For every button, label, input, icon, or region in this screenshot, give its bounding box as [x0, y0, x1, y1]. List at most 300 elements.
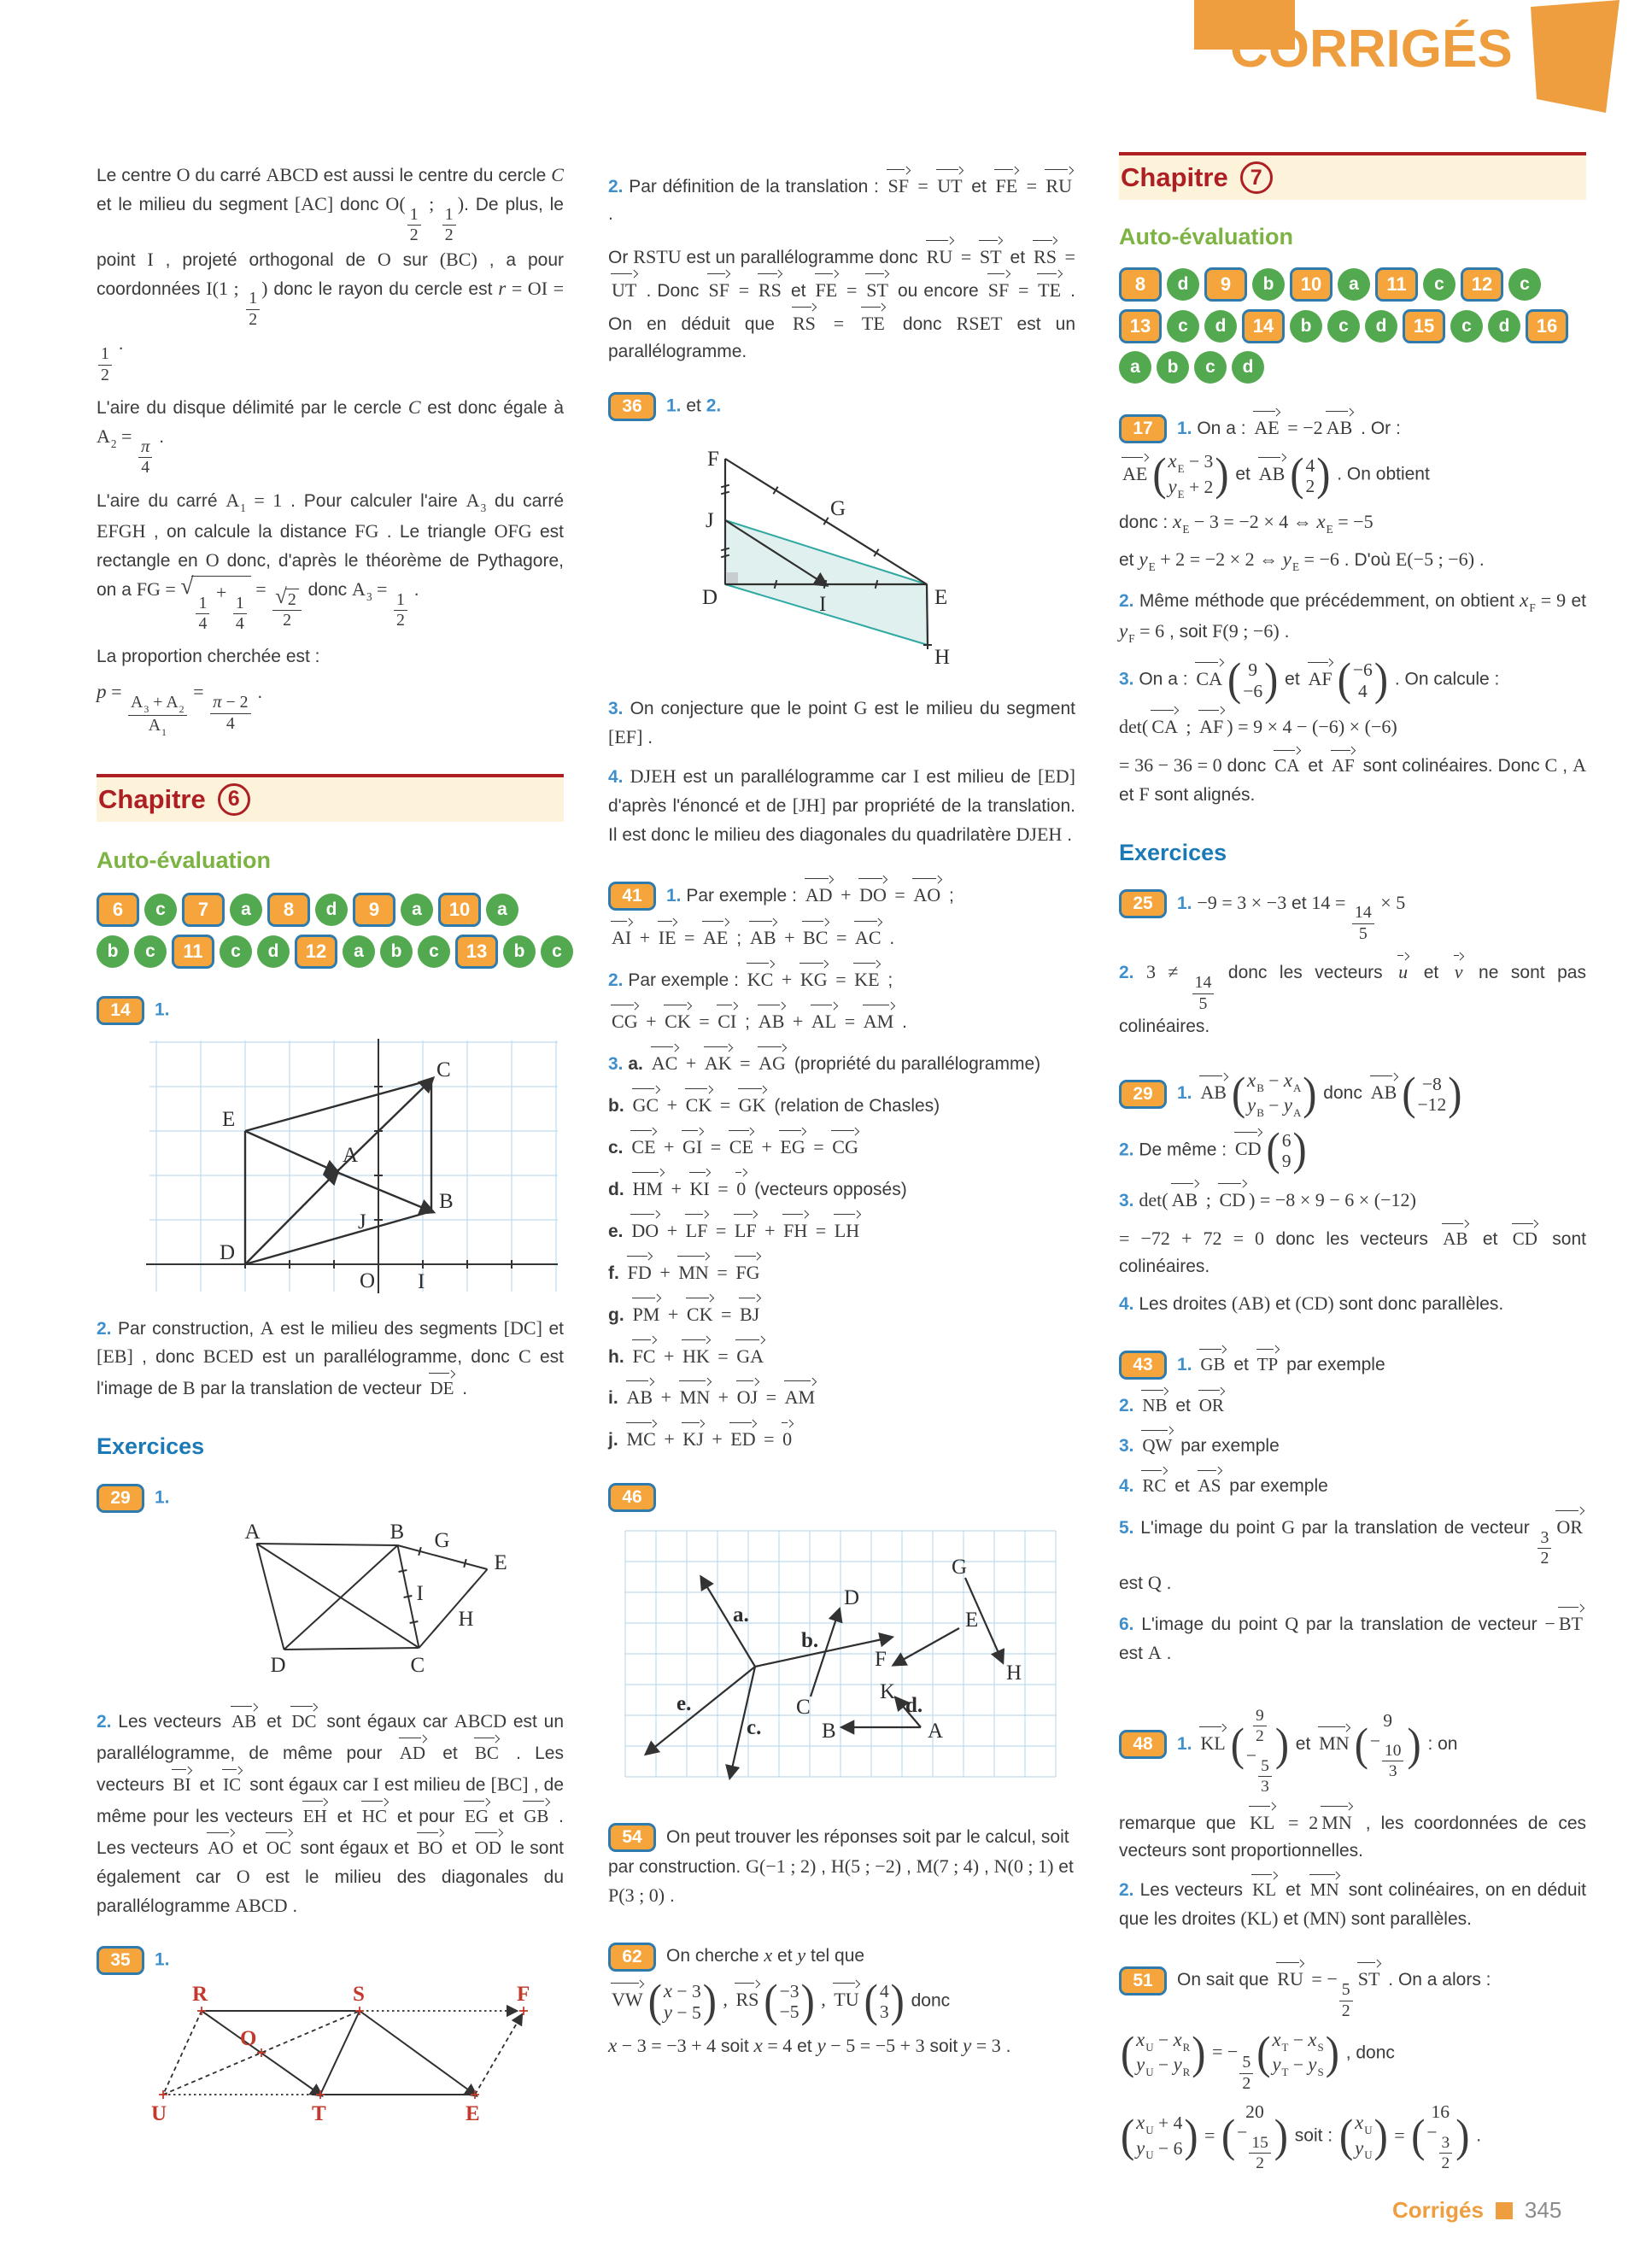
autoeval-answers — [97, 893, 564, 969]
vector: IE — [656, 919, 679, 952]
question-number-badge: 12 — [1461, 267, 1503, 302]
exercise-text: 1. KL ( $\frac{9}{2}$ − $\frac{5}{3}$ ) et MN ( 9 − $\frac{10}{3}$ ) : on — [1177, 1706, 1458, 1796]
figure-exercise-35 — [97, 1985, 562, 2135]
vector: DO — [857, 876, 889, 910]
answer-letter-badge: b — [380, 935, 413, 968]
vector: CI — [715, 1003, 739, 1036]
answer-letter-badge: d — [257, 935, 290, 968]
answer-letter-badge: d — [1167, 268, 1199, 301]
question-number-badge: 15 — [1403, 309, 1445, 343]
paragraph: j. MC + KJ + ED = 0 — [608, 1421, 1075, 1454]
vector: LF — [732, 1212, 759, 1245]
dashed-lines — [163, 2011, 521, 2095]
point-label: D — [270, 1654, 286, 1678]
vector: LH — [832, 1212, 862, 1245]
vector: AB — [229, 1704, 259, 1736]
point-label: A — [343, 1143, 359, 1167]
page-footer — [1392, 2197, 1561, 2224]
vector: MC — [624, 1421, 659, 1454]
vector: AB — [1440, 1222, 1470, 1253]
exercise — [1119, 888, 1586, 944]
footer-section-label: Corrigés — [1392, 2197, 1484, 2223]
exercise — [608, 392, 1075, 421]
chapter-number-badge: 7 — [1240, 161, 1273, 194]
vector: GA — [734, 1338, 766, 1371]
vector: GI — [680, 1128, 705, 1162]
column-right — [1119, 152, 1586, 2172]
vector: RU — [924, 238, 956, 272]
vector: CA — [1149, 708, 1180, 741]
vector: AG — [756, 1045, 788, 1078]
answer-letter-badge: c — [220, 935, 252, 968]
vector: TE — [1035, 272, 1063, 305]
paragraph: 2. De même : CD ( 6 9 ) — [1119, 1124, 1307, 1175]
autoeval-answer-row — [1119, 267, 1586, 302]
figure-point-labels — [151, 1985, 530, 2125]
figure-lines — [257, 1544, 488, 1650]
point-label: B — [439, 1189, 454, 1213]
paragraph: 4. Les droites (AB) et (CD) sont donc parallèles. — [1119, 1292, 1504, 1314]
autoeval-answer-row — [97, 935, 564, 969]
vector: AB — [756, 1003, 788, 1036]
point-label: A — [244, 1521, 261, 1544]
point-label: D — [702, 586, 718, 610]
vector: FD — [625, 1254, 654, 1287]
vector: OJ — [735, 1379, 761, 1412]
exercise-number-badge: 25 — [1119, 889, 1167, 918]
question-number-badge: 11 — [1375, 267, 1418, 302]
answer-letter-badge: b — [1290, 310, 1322, 343]
point-label: G — [434, 1529, 450, 1553]
exercise-number-badge: 51 — [1119, 1966, 1167, 1995]
vector: AB — [1368, 1074, 1400, 1107]
answer-letter-badge: d — [315, 894, 348, 926]
question-number-badge: 9 — [353, 893, 395, 927]
vector: CA — [1272, 748, 1302, 780]
point-label: F — [517, 1984, 530, 2006]
paragraph: f. FD + MN = FG — [608, 1254, 1075, 1287]
section-heading: Auto-évaluation — [97, 847, 272, 873]
paragraph: 2. Les vecteurs AB et DC sont égaux car ABCD est un parallélogramme, de même pour AD et BC . Les vecteurs BI et IC sont égaux car I est milieu de [BC] , de même pour les vecteurs EH et HC et pour EG et GB . Les vecteurs AO et OC sont égaux et BO et OD le sont également car O est le milieu des diagonales du parallélogramme ABCD . — [97, 1704, 564, 1919]
vector: AF — [1197, 708, 1226, 741]
paragraph: Le centre O du carré ABCD est aussi le centre du cercle C et le milieu du segment [AC] donc O( $\frac{1}{2}$ ; $\frac{1}{2}$ ). De plus, le point I , projeté orthogonal de O sur (BC) , a pour coordonnées I(1 ; $\frac{1}{2}$ ) donc le rayon du cercle est r = OI = $\frac{1}{2}$ . — [97, 164, 565, 384]
vector: CD — [1216, 1181, 1248, 1215]
vector: FG — [733, 1254, 762, 1287]
vector: FC — [630, 1338, 659, 1371]
vector-label: e. — [676, 1692, 692, 1716]
vector: FE — [813, 272, 840, 305]
paragraph: VW ( x − 3 y − 5 ) , RS ( −3 −5 ) , TU ( 4 3 ) donc — [608, 1980, 1075, 2024]
figure-exercise-14 — [97, 1034, 562, 1298]
footer-square-icon — [1496, 2202, 1513, 2219]
vector: OC — [264, 1831, 294, 1862]
vector: AD — [397, 1736, 428, 1767]
exercise-number-badge: 29 — [1119, 1080, 1167, 1109]
vector: AF — [1329, 748, 1357, 780]
vector: 0 — [734, 1170, 748, 1204]
figure-point-labels — [676, 1556, 1022, 1743]
exercise — [608, 1483, 1075, 1512]
question-number-badge: 7 — [182, 893, 225, 927]
answer-letter-badge: b — [97, 935, 129, 968]
answer-letter-badge: c — [418, 935, 450, 968]
vector: KJ — [680, 1421, 706, 1454]
paragraph: AI + IE = AE ; AB + BC = AC . — [608, 919, 1075, 952]
vector: AC — [852, 919, 884, 952]
vector: AB — [624, 1379, 656, 1412]
vector: GK — [736, 1087, 769, 1120]
vector: VW — [609, 1981, 646, 2014]
answer-letter-badge: c — [541, 935, 573, 968]
answer-letter-badge: a — [1119, 351, 1151, 384]
exercise-number-badge: 46 — [608, 1483, 656, 1512]
paragraph: 2. Par définition de la translation : SF = UT et FE = RU . — [608, 167, 1075, 228]
vector: TP — [1255, 1347, 1281, 1379]
exercise-number-badge: 43 — [1119, 1351, 1167, 1380]
paragraph: 2. Même méthode que précédemment, on obtient $x_F = 9$ et $y_F = 6$ , soit F(9 ; −6) . — [1119, 589, 1586, 646]
question-number-badge: 8 — [267, 893, 310, 927]
vector: UT — [609, 272, 639, 305]
autoeval-answer-row — [1119, 309, 1586, 343]
paragraph: 2. Par exemple : KC + KG = KE ; — [608, 961, 1075, 994]
vector: 0 — [780, 1421, 794, 1454]
answer-letter-badge: d — [1365, 310, 1397, 343]
footer-page-number: 345 — [1524, 2197, 1562, 2223]
exercise-text: On cherche x et y tel que — [666, 1944, 865, 1966]
vector: AS — [1196, 1468, 1224, 1500]
paragraph: 2. Par construction, A est le milieu des segments [DC] et [EB] , donc BCED est un parallélogramme, donc C est l'image de B par la translation de vecteur DE . — [97, 1314, 564, 1404]
paragraph: donc : $x_E - 3 = -2 \times 4$ ⇔ $x_E = -5$ — [1119, 511, 1374, 536]
paragraph: 2. Les vecteurs KL et MN sont colinéaires, on en déduit que les droites (KL) et (MN) sont parallèles. — [1119, 1872, 1586, 1933]
vector: BO — [415, 1831, 445, 1862]
question-number-badge: 13 — [455, 935, 498, 969]
paragraph: 4. DJEH est un parallélogramme car I est milieu de [ED] d'après l'énoncé et de [JH] par propriété de la translation. Il est donc le milieu des diagonales du quadrilatère DJEH . — [608, 765, 1076, 846]
answer-letter-badge: c — [144, 894, 177, 926]
vector: OD — [473, 1831, 504, 1862]
autoeval-answer-row — [97, 893, 564, 927]
answer-letter-badge: b — [503, 935, 536, 968]
point-label: G — [952, 1556, 968, 1579]
exercise-text: 1. Par exemple : AD + DO = AO ; — [666, 886, 954, 905]
section-heading: Exercices — [1119, 839, 1227, 865]
grid — [625, 1531, 1056, 1777]
diagonal-vectors — [245, 1080, 431, 1264]
paragraph: L'aire du carré $A_1 = 1$ . Pour calculer l'aire $A_3$ du carré EFGH , on calcule la distance FG . Le triangle OFG est rectangle en O donc, d'après le théorème de Pythagore, on a FG = √ $\frac{1}{4}$ + $\frac{1}{4}$ = √ 2 2 donc $A_3$ = $\frac{1}{2}$ . — [97, 489, 564, 633]
vector: CK — [683, 1087, 715, 1120]
exercise — [1119, 1695, 1586, 1795]
question-number-badge: 11 — [172, 935, 214, 969]
point-label: B — [390, 1521, 405, 1544]
point-label: F — [707, 448, 719, 472]
exercise — [608, 1823, 1075, 1910]
answer-letter-badge: b — [1252, 268, 1285, 301]
exercise-text: 1. — [155, 1487, 170, 1508]
paragraph: CG + CK = CI ; AB + AL = AM . — [608, 1003, 1075, 1036]
vector: TE — [859, 305, 887, 338]
point-label: G — [830, 497, 846, 521]
answer-letter-badge: c — [1327, 310, 1360, 343]
point-label: B — [822, 1720, 836, 1743]
chapter-label: Chapitre — [98, 783, 206, 814]
vector: GC — [630, 1087, 662, 1120]
vector: AB — [747, 919, 779, 952]
paragraph: L'aire du disque délimité par le cercle C est donc égale à $A_2$ = $\frac{\pi}{4}$ . — [97, 396, 564, 478]
exercise-number-badge: 29 — [97, 1484, 144, 1513]
exercise-text: 1. On a : AE = −2 AB . Or : — [1177, 419, 1401, 438]
paragraph: 3. On a : CA ( 9 −6 ) et AF ( −6 4 ) . On calcule : — [1119, 653, 1500, 706]
paragraph: ( $x_U + 4$ $y_U - 6$ ) = ( 20 − $\frac{15}{2}$ ) soit : ( $x_U$ $y_U$ ) = ( 16 − $\frac{3}{2}$ ) . — [1121, 2101, 1482, 2173]
exercise — [1119, 1070, 1586, 1120]
point-label: A — [928, 1720, 944, 1743]
paragraph: 5. L'image du point G par la translation de vecteur $\frac{3}{2}$ OR est Q . — [1119, 1509, 1586, 1597]
question-number-badge: 8 — [1119, 267, 1162, 302]
point-label: E — [466, 2101, 480, 2125]
point-label: J — [706, 509, 714, 533]
point-label: U — [151, 2101, 167, 2125]
vector: SF — [706, 272, 732, 305]
point-label: H — [458, 1608, 474, 1632]
chapter-label: Chapitre — [1121, 162, 1228, 192]
vector: AE — [1251, 409, 1281, 442]
chapter-number-badge: 6 — [218, 783, 250, 816]
autoeval-answers — [1119, 267, 1586, 384]
answer-letter-badge: d — [1488, 310, 1520, 343]
page-header-title: CORRIGÉS — [1230, 20, 1513, 79]
section-heading: Exercices — [97, 1433, 205, 1460]
point-label: T — [312, 2101, 326, 2125]
vector: AE — [1120, 455, 1150, 489]
point-label: C — [410, 1654, 425, 1678]
autoeval-answer-row — [1119, 351, 1586, 384]
answer-letter-badge: c — [1450, 310, 1483, 343]
vector: AO — [911, 876, 943, 910]
vector: AB — [1169, 1181, 1201, 1215]
exercise-text: 1. — [155, 1949, 170, 1970]
vector: CE — [727, 1128, 756, 1162]
header-accent-shape — [1522, 0, 1629, 120]
vector: NB — [1139, 1388, 1169, 1420]
vector: CE — [629, 1128, 658, 1162]
point-label: I — [416, 1582, 424, 1606]
vector: CK — [684, 1296, 716, 1329]
vector: CD — [1510, 1222, 1540, 1253]
exercise — [97, 996, 564, 1025]
vector: GB — [521, 1799, 551, 1831]
point-label: S — [353, 1984, 365, 2006]
vector: MN — [676, 1254, 712, 1287]
answer-letter-badge: a — [343, 935, 375, 968]
vector: RU — [1274, 1960, 1306, 1994]
section-heading: Auto-évaluation — [1119, 224, 1294, 249]
paragraph: 3. det( AB ; CD ) = −8 × 9 − 6 × (−12) — [1119, 1181, 1586, 1215]
paragraph: h. FC + HK = GA — [608, 1338, 1075, 1371]
exercise-text: 1. GB et TP par exemple — [1177, 1355, 1385, 1374]
paragraph: g. PM + CK = BJ — [608, 1296, 1075, 1329]
paragraph: e. DO + LF = LF + FH = LH — [608, 1212, 1075, 1245]
point-label: J — [358, 1210, 366, 1234]
column-left — [97, 161, 564, 2135]
vector: EH — [301, 1799, 330, 1831]
answer-letter-badge: c — [134, 935, 167, 968]
exercise — [97, 1484, 564, 1513]
point-label: I — [418, 1269, 425, 1293]
point-label: O — [360, 1269, 376, 1292]
vector: SF — [986, 272, 1012, 305]
vector-label: b. — [801, 1629, 819, 1653]
vector: AB — [1256, 455, 1288, 489]
exercise-number-badge: 36 — [608, 392, 656, 421]
vector: AB — [1324, 409, 1356, 442]
vector: BC — [472, 1736, 501, 1767]
question-number-badge: 9 — [1204, 267, 1247, 302]
paragraph: = 36 − 36 = 0 donc CA et AF sont colinéaires. Donc C , A et F sont alignés. — [1119, 748, 1586, 809]
vector: CK — [662, 1003, 694, 1036]
exercise-number-badge: 62 — [608, 1943, 656, 1972]
exercise-number-badge: 14 — [97, 996, 144, 1025]
exercise-text: On peut trouver les réponses soit par le calcul, soit par construction. G(−1 ; 2) , H(5 ; −2) , M(7 ; 4) , N(0 ; 1) et P(3 ; 0) . — [608, 1826, 1074, 1907]
question-number-badge: 13 — [1119, 309, 1162, 343]
exercise — [1119, 1347, 1586, 1380]
vector: AF — [1306, 660, 1335, 694]
exercise-text: On sait que RU = − $\frac{5}{2}$ ST . On a alors : — [1177, 1970, 1491, 1990]
question-number-badge: 16 — [1526, 309, 1568, 343]
vector: FH — [781, 1212, 810, 1245]
vector: QW — [1139, 1428, 1174, 1460]
vector: GB — [1198, 1347, 1227, 1379]
paragraph: 2. 3 ≠ $\frac{14}{5}$ donc les vecteurs u et v ne sont pas colinéaires. — [1119, 953, 1586, 1040]
point-label: O — [240, 2026, 257, 2050]
vector: AD — [803, 876, 835, 910]
vector: AL — [809, 1003, 839, 1036]
exercise-text: 1. et 2. — [666, 396, 722, 417]
paragraph: x − 3 = −3 + 4 soit x = 4 et y − 5 = −5 + 3 soit y = 3 . — [608, 2035, 1011, 2058]
vector: MN — [677, 1379, 713, 1412]
vector: HC — [360, 1799, 390, 1831]
vector: AM — [782, 1379, 818, 1412]
vector-label: d. — [905, 1694, 923, 1718]
paragraph: 3. QW par exemple — [1119, 1428, 1586, 1460]
vector: KL — [1198, 1725, 1227, 1758]
vector: MN — [1316, 1725, 1352, 1758]
paragraph: 4. RC et AS par exemple — [1119, 1468, 1586, 1500]
chapter-heading — [97, 774, 564, 822]
exercise — [608, 876, 1075, 911]
paragraph: ( $x_U - x_R$ $y_U - y_R$ ) = − $\frac{5}{2}$ ( $x_T - x_S$ $y_T - y_S$ ) , donc — [1121, 2027, 1395, 2093]
point-label: E — [934, 586, 948, 610]
vector: KE — [852, 961, 882, 994]
vector: KG — [798, 961, 830, 994]
vector: TU — [831, 1981, 861, 2014]
vector: RS — [790, 305, 818, 338]
vector: ED — [728, 1421, 758, 1454]
vector: LF — [683, 1212, 711, 1245]
vector: KC — [745, 961, 776, 994]
vector: ST — [977, 238, 1004, 272]
paragraph: b. GC + CK = GK (relation de Chasles) — [608, 1087, 1075, 1120]
vector: MN — [1308, 1872, 1342, 1904]
vector: CG — [609, 1003, 641, 1036]
vector: OR — [1197, 1388, 1227, 1420]
vector: AI — [609, 919, 634, 952]
paragraph: 3. On conjecture que le point G est le milieu du segment [EF] . — [608, 697, 1075, 748]
paragraph: 6. L'image du point Q par la translation de vecteur − BT est A . — [1119, 1605, 1586, 1667]
answer-letter-badge: d — [1204, 310, 1237, 343]
vector: BT — [1556, 1605, 1585, 1638]
vector: AM — [861, 1003, 897, 1036]
vector: AO — [205, 1831, 236, 1862]
vector: HK — [680, 1338, 712, 1371]
exercise-text: 1. −9 = 3 × −3 et 14 = $\frac{14}{5}$ × 5 — [1177, 891, 1406, 943]
solid-lines — [202, 2011, 475, 2095]
answer-letter-badge: a — [401, 894, 433, 926]
vector: OR — [1554, 1509, 1585, 1542]
vector: DO — [629, 1212, 661, 1245]
answer-letter-badge: d — [1232, 351, 1264, 384]
paragraph: det( CA ; AF ) = 9 × 4 − (−6) × (−6) — [1119, 708, 1586, 741]
exercise — [97, 1946, 564, 1975]
vector: ST — [1356, 1960, 1383, 1994]
vector: EG — [462, 1799, 491, 1831]
exercise-number-badge: 54 — [608, 1823, 656, 1852]
vector: BJ — [737, 1296, 762, 1329]
point-label: K — [880, 1680, 896, 1704]
vector: CD — [1233, 1130, 1264, 1163]
vector: RS — [733, 1981, 761, 2014]
vector: IC — [220, 1767, 243, 1799]
paragraph: c. CE + GI = CE + EG = CG — [608, 1128, 1075, 1162]
vector: AK — [702, 1045, 735, 1078]
vector: UT — [934, 167, 964, 201]
answer-letter-badge: b — [1157, 351, 1189, 384]
answer-letter-badge: c — [1194, 351, 1227, 384]
point-label: D — [220, 1240, 236, 1264]
vector: u — [1396, 953, 1410, 987]
point-label: H — [934, 646, 951, 670]
answer-letter-badge: c — [1167, 310, 1199, 343]
exercise-number-badge: 48 — [1119, 1730, 1167, 1759]
exercise-number-badge: 17 — [1119, 414, 1167, 443]
paragraph: = −72 + 72 = 0 donc les vecteurs AB et CD sont colinéaires. — [1119, 1222, 1586, 1281]
vector: CA — [1193, 660, 1225, 694]
vector: BC — [800, 919, 830, 952]
answer-letter-badge: a — [1338, 268, 1370, 301]
point-label: F — [875, 1648, 887, 1672]
vector: KL — [1247, 1804, 1277, 1837]
right-angle-marker — [727, 572, 738, 583]
vector: SF — [885, 167, 911, 201]
vector: KL — [1250, 1872, 1279, 1904]
vector: DC — [289, 1704, 319, 1736]
vector-label: a. — [733, 1603, 749, 1627]
answer-letter-badge: c — [1423, 268, 1456, 301]
figure-exercise-46 — [608, 1517, 1074, 1792]
question-number-badge: 6 — [97, 893, 139, 927]
vector: KI — [688, 1170, 712, 1204]
vector: MN — [1319, 1804, 1355, 1837]
question-number-badge: 10 — [1290, 267, 1332, 302]
vector: RU — [1043, 167, 1075, 201]
chapter-heading — [1119, 152, 1586, 200]
paragraph: i. AB + MN + OJ = AM — [608, 1379, 1075, 1412]
vector: ST — [864, 272, 891, 305]
vector: AE — [700, 919, 730, 952]
vector: EG — [777, 1128, 807, 1162]
paragraph: et $y_E + 2 = -2 \times 2$ ⇔ $y_E = -6$ . D'où E(−5 ; −6) . — [1119, 548, 1485, 574]
point-label: E — [222, 1107, 236, 1131]
paragraph: Or RSTU est un parallélogramme donc RU = ST et RS = UT . Donc SF = RS et FE = ST ou encore SF = TE . On en déduit que RS = TE donc RSET est un parallélogramme. — [608, 238, 1075, 366]
point-label: R — [192, 1984, 208, 2006]
column-middle — [608, 167, 1075, 2062]
